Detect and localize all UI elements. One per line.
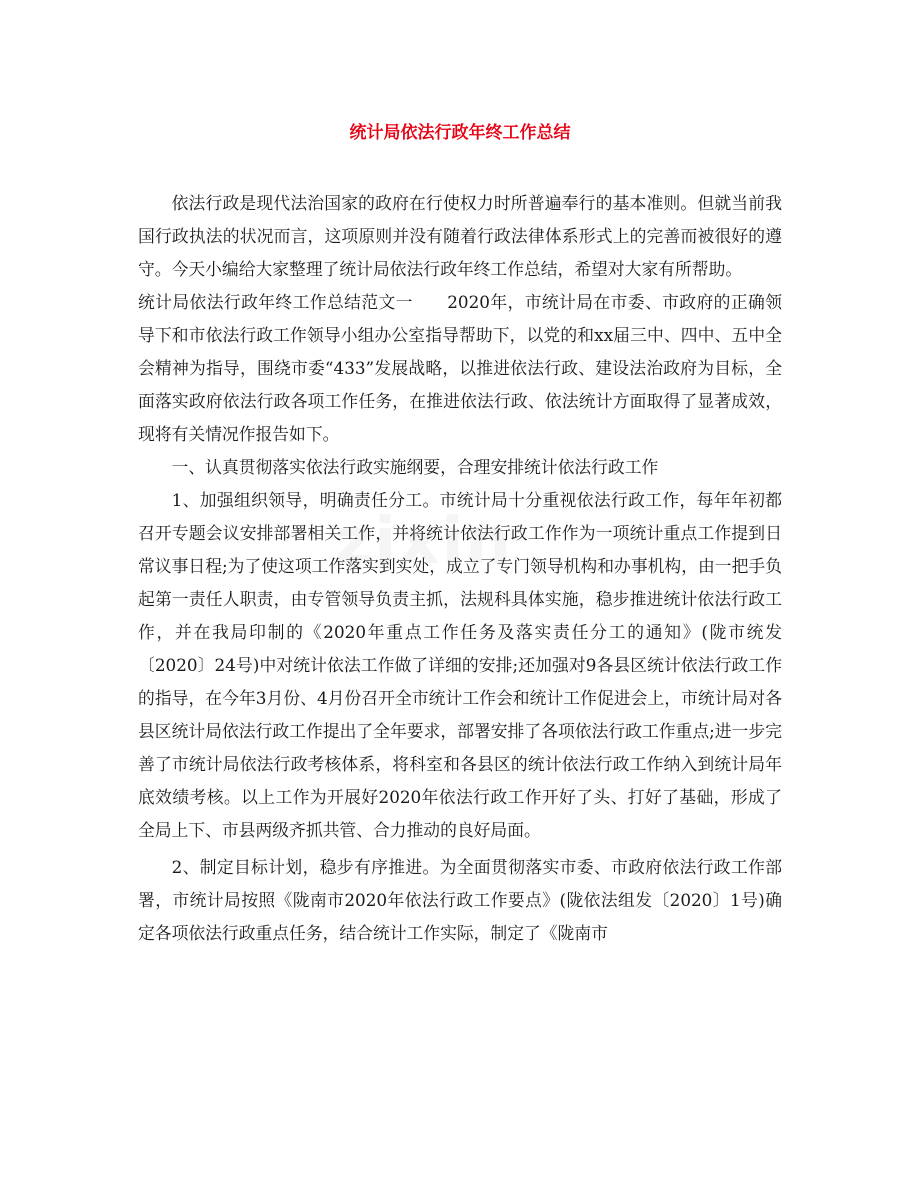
document-title: 统计局依法行政年终工作总结 (349, 123, 571, 143)
section-heading-paragraph: 统计局依法行政年终工作总结范文一 2020年，市统计局在市委、市政府的正确领导下和市依法行政工作领导小组办公室指导帮助下，以党的和xx届三中、四中、五中全会精神为指导，围绕市委“433”发展战略，以推进依法行政、建设法治政府为目标，全面落实政府依法行政各项工作任务，在推进依法行政、依法统计方面取得了显著成效，现将有关情况作报告如下。 (138, 292, 782, 444)
item-two-paragraph: 2、制定目标计划，稳步有序推进。为全面贯彻落实市委、市政府依法行政工作部署，市统计局按照《陇南市2020年依法行政工作要点》(陇依法组发〔2020〕1号)确定各项依法行政重点任务，结合统计工作实际，制定了《陇南市 (138, 857, 782, 943)
watermark-logo: zixin (335, 505, 513, 579)
intro-paragraph: 依法行政是现代法治国家的政府在行使权力时所普遍奉行的基本准则。但就当前我国行政执法的状况而言，这项原则并没有随着行政法律体系形式上的完善而被很好的遵守。今天小编给大家整理了统计局依法行政年终工作总结，希望对大家有所帮助。 (138, 193, 782, 279)
document-body (138, 187, 782, 950)
section-one-heading: 一、认真贯彻落实依法行政实施纲要，合理安排统计依法行政工作 (171, 457, 659, 477)
item-one-paragraph: 1、加强组织领导，明确责任分工。市统计局十分重视依法行政工作，每年年初都召开专题会议安排部署相关工作，并将统计依法行政工作作为一项统计重点工作提到日常议事日程;为了使这项工作落实到实处，成立了专门领导机构和办事机构，由一把手负起第一责任人职责，由专管领导负责主抓，法规科具体实施，稳步推进统计依法行政工作，并在我局印制的《2020年重点工作任务及落实责任分工的通知》(陇市统发〔2020〕24号)中对统计依法工作做了详细的安排;还加强对9各县区统计依法行政工作的指导，在今年3月份、4月份召开全市统计工作会和统计工作促进会上，市统计局对各县区统计局依法行政工作提出了全年要求，部署安排了各项依法行政工作重点;进一步完善了市统计局依法行政考核体系，将科室和各县区的统计依法行政工作纳入到统计局年底效绩考核。以上工作为开展好2020年依法行政工作开好了头、打好了基础，形成了全局上下、市县两级齐抓共管、合力推动的良好局面。 (138, 490, 782, 840)
